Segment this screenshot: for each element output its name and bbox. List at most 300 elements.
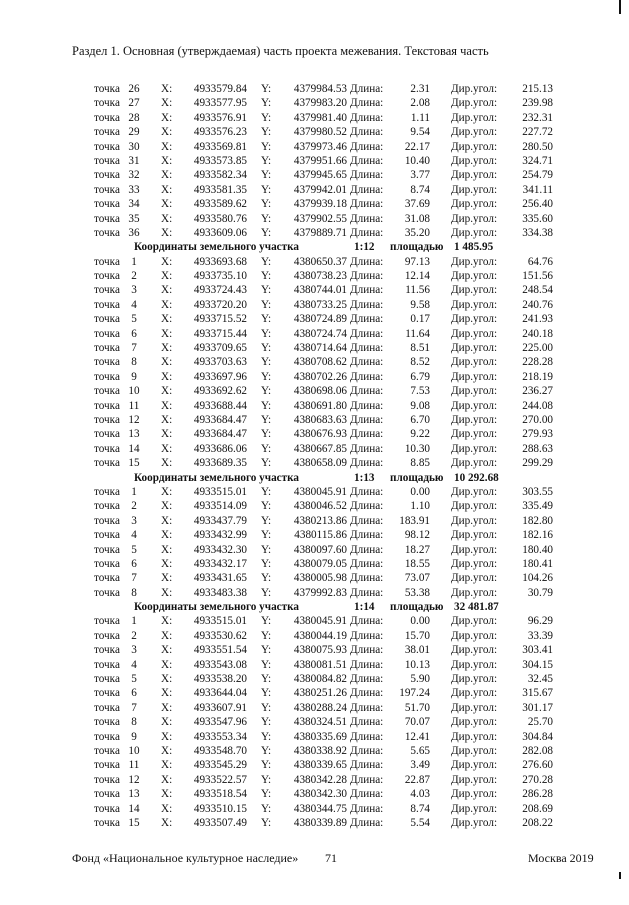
point-number: 6 (131, 687, 137, 700)
table-row (90, 744, 568, 758)
point-label: точка (94, 485, 120, 498)
table-row (90, 701, 568, 715)
angle-label: Дир.угол: (451, 500, 498, 513)
length-value: 70.07 (404, 716, 430, 729)
length-label: Длина: (350, 413, 384, 426)
x-label: X: (161, 327, 173, 340)
angle-value: 241.93 (522, 313, 553, 326)
length-value: 9.22 (410, 428, 430, 441)
table-row (90, 413, 568, 427)
point-label: точка (94, 644, 120, 657)
table-row (90, 499, 568, 513)
x-value: 4933553.34 (193, 730, 247, 743)
coordinates-table (90, 82, 568, 830)
length-value: 6.70 (410, 413, 430, 426)
table-row (90, 283, 568, 297)
angle-label: Дир.угол: (451, 457, 498, 470)
length-value: 8.51 (410, 342, 430, 355)
area-label: площадью (390, 601, 444, 614)
angle-value: 33.39 (527, 629, 553, 642)
length-label: Длина: (350, 773, 384, 786)
point-number: 15 (128, 457, 140, 470)
x-label: X: (161, 701, 173, 714)
length-label: Длина: (350, 270, 384, 283)
length-label: Длина: (350, 198, 384, 211)
angle-value: 334.38 (522, 226, 553, 239)
angle-value: 180.40 (522, 543, 553, 556)
y-label: Y: (261, 802, 272, 815)
x-value: 4933686.06 (193, 442, 247, 455)
length-label: Длина: (350, 255, 384, 268)
point-label: точка (94, 255, 120, 268)
table-row (90, 557, 568, 571)
table-row (90, 614, 568, 628)
x-label: X: (161, 529, 173, 542)
x-label: X: (161, 97, 173, 110)
angle-value: 256.40 (522, 198, 553, 211)
footer-city-year: Москва 2019 (528, 851, 594, 865)
length-label: Длина: (350, 313, 384, 326)
length-label: Длина: (350, 111, 384, 124)
angle-label: Дир.угол: (451, 342, 498, 355)
length-label: Длина: (350, 744, 384, 757)
section-title: Координаты земельного участка (134, 471, 299, 484)
table-row (90, 571, 568, 585)
angle-label: Дир.угол: (451, 615, 498, 628)
angle-value: 248.54 (522, 284, 553, 297)
length-label: Длина: (350, 356, 384, 369)
length-value: 98.12 (404, 529, 430, 542)
x-value: 4933545.29 (193, 759, 247, 772)
point-label: точка (94, 543, 120, 556)
x-value: 4933515.01 (193, 485, 247, 498)
angle-label: Дир.угол: (451, 399, 498, 412)
length-value: 15.70 (404, 629, 430, 642)
point-number: 2 (131, 500, 137, 513)
point-number: 5 (131, 543, 137, 556)
point-number: 9 (131, 370, 137, 383)
x-value: 4933507.49 (193, 816, 247, 829)
x-label: X: (161, 788, 173, 801)
table-row (90, 154, 568, 168)
length-value: 73.07 (404, 572, 430, 585)
length-value: 22.87 (404, 773, 430, 786)
x-value: 4933543.08 (193, 658, 247, 671)
angle-value: 236.27 (522, 385, 553, 398)
x-value: 4933515.01 (193, 615, 247, 628)
x-label: X: (161, 212, 173, 225)
point-number: 13 (128, 788, 140, 801)
table-row (90, 96, 568, 110)
length-label: Длина: (350, 716, 384, 729)
length-label: Длина: (350, 586, 384, 599)
x-label: X: (161, 342, 173, 355)
table-row (90, 787, 568, 801)
x-label: X: (161, 716, 173, 729)
table-row (90, 384, 568, 398)
angle-label: Дир.угол: (451, 629, 498, 642)
length-label: Длина: (350, 673, 384, 686)
x-label: X: (161, 773, 173, 786)
y-value: 4380115.86 (294, 529, 347, 542)
point-label: точка (94, 615, 120, 628)
point-number: 33 (128, 183, 140, 196)
x-value: 4933724.43 (193, 284, 247, 297)
footer-organization: Фонд «Национальное культурное наследие» (72, 851, 299, 865)
point-number: 6 (131, 327, 137, 340)
y-label: Y: (261, 356, 272, 369)
point-label: точка (94, 97, 120, 110)
angle-label: Дир.угол: (451, 183, 498, 196)
length-label: Длина: (350, 572, 384, 585)
table-row (90, 586, 568, 600)
x-label: X: (161, 111, 173, 124)
point-number: 4 (131, 529, 137, 542)
y-value: 4380339.89 (293, 816, 347, 829)
y-label: Y: (261, 500, 272, 513)
point-number: 12 (128, 773, 140, 786)
point-label: точка (94, 673, 120, 686)
angle-value: 232.31 (522, 111, 553, 124)
y-value: 4380667.85 (293, 442, 347, 455)
section-title: Координаты земельного участка (134, 601, 299, 614)
x-value: 4933432.99 (193, 529, 247, 542)
length-value: 12.41 (404, 730, 430, 743)
length-label: Длина: (350, 183, 384, 196)
angle-value: 315.67 (522, 687, 553, 700)
length-value: 8.74 (410, 802, 430, 815)
x-value: 4933576.23 (193, 126, 247, 139)
y-value: 4380342.28 (293, 773, 347, 786)
x-label: X: (161, 169, 173, 182)
length-label: Длина: (350, 629, 384, 642)
angle-value: 270.00 (522, 413, 553, 426)
y-label: Y: (261, 701, 272, 714)
length-value: 53.38 (404, 586, 430, 599)
point-number: 26 (128, 83, 140, 95)
y-value: 4380324.51 (293, 716, 347, 729)
angle-label: Дир.угол: (451, 327, 498, 340)
table-row (90, 298, 568, 312)
angle-label: Дир.угол: (451, 759, 498, 772)
area-value: 1 485.95 (454, 241, 494, 254)
point-number: 29 (128, 126, 140, 139)
point-number: 1 (131, 615, 137, 628)
point-number: 8 (131, 586, 137, 599)
x-label: X: (161, 615, 173, 628)
point-label: точка (94, 183, 120, 196)
length-value: 10.40 (404, 154, 430, 167)
x-label: X: (161, 83, 173, 95)
x-label: X: (161, 759, 173, 772)
angle-value: 304.15 (522, 658, 553, 671)
angle-value: 180.41 (522, 557, 553, 570)
angle-label: Дир.угол: (451, 356, 498, 369)
y-value: 4380045.91 (293, 485, 347, 498)
angle-value: 286.28 (522, 788, 553, 801)
table-row (90, 197, 568, 211)
point-number: 14 (128, 802, 140, 815)
point-label: точка (94, 370, 120, 383)
length-value: 4.03 (410, 788, 430, 801)
angle-label: Дир.угол: (451, 370, 498, 383)
table-row (90, 327, 568, 341)
point-label: точка (94, 716, 120, 729)
angle-value: 341.11 (522, 183, 553, 196)
point-number: 7 (131, 342, 137, 355)
y-label: Y: (261, 255, 272, 268)
x-value: 4933547.96 (193, 716, 247, 729)
length-label: Длина: (350, 298, 384, 311)
length-value: 197.24 (399, 687, 430, 700)
angle-label: Дир.угол: (451, 701, 498, 714)
y-label: Y: (261, 687, 272, 700)
y-value: 4380733.25 (293, 298, 347, 311)
angle-value: 25.70 (527, 716, 553, 729)
point-label: точка (94, 701, 120, 714)
y-label: Y: (261, 730, 272, 743)
point-number: 13 (128, 428, 140, 441)
section-heading (90, 471, 568, 485)
angle-label: Дир.угол: (451, 514, 498, 527)
x-label: X: (161, 802, 173, 815)
x-label: X: (161, 126, 173, 139)
length-value: 1.10 (410, 500, 430, 513)
table-row (90, 528, 568, 542)
table-row (90, 485, 568, 499)
angle-label: Дир.угол: (451, 313, 498, 326)
y-label: Y: (261, 557, 272, 570)
angle-label: Дир.угол: (451, 485, 498, 498)
x-value: 4933693.68 (193, 255, 247, 268)
y-label: Y: (261, 183, 272, 196)
length-value: 2.31 (410, 83, 430, 95)
angle-value: 227.72 (522, 126, 553, 139)
x-value: 4933576.91 (193, 111, 247, 124)
y-value: 4379902.55 (293, 212, 347, 225)
angle-value: 32.45 (527, 673, 553, 686)
angle-label: Дир.угол: (451, 788, 498, 801)
angle-label: Дир.угол: (451, 255, 498, 268)
angle-value: 282.08 (522, 744, 553, 757)
area-label: площадью (390, 471, 444, 484)
point-number: 1 (131, 485, 137, 498)
angle-label: Дир.угол: (451, 111, 498, 124)
table-row (90, 456, 568, 470)
y-label: Y: (261, 313, 272, 326)
y-label: Y: (261, 615, 272, 628)
section-heading (90, 240, 568, 254)
x-label: X: (161, 255, 173, 268)
y-label: Y: (261, 457, 272, 470)
point-label: точка (94, 687, 120, 700)
point-number: 1 (131, 255, 137, 268)
parcel-number: 1:13 (354, 471, 375, 484)
y-value: 4380342.30 (293, 788, 347, 801)
point-label: точка (94, 744, 120, 757)
y-value: 4380691.80 (293, 399, 347, 412)
y-value: 4380213.86 (293, 514, 347, 527)
angle-label: Дир.угол: (451, 169, 498, 182)
point-number: 32 (128, 169, 140, 182)
y-value: 4380676.93 (293, 428, 347, 441)
x-label: X: (161, 298, 173, 311)
angle-label: Дир.угол: (451, 644, 498, 657)
length-label: Длина: (350, 457, 384, 470)
point-label: точка (94, 514, 120, 527)
angle-label: Дир.угол: (451, 773, 498, 786)
angle-label: Дир.угол: (451, 83, 498, 95)
point-number: 11 (128, 759, 140, 772)
angle-value: 240.76 (522, 298, 553, 311)
scan-edge-mark (619, 0, 621, 14)
x-value: 4933581.35 (193, 183, 247, 196)
y-value: 4380251.26 (293, 687, 347, 700)
y-label: Y: (261, 428, 272, 441)
y-value: 4380738.23 (293, 270, 347, 283)
length-value: 38.01 (404, 644, 430, 657)
table-row (90, 658, 568, 672)
y-label: Y: (261, 399, 272, 412)
angle-label: Дир.угол: (451, 586, 498, 599)
table-row (90, 399, 568, 413)
point-number: 8 (131, 356, 137, 369)
length-value: 10.13 (404, 658, 430, 671)
x-value: 4933510.15 (193, 802, 247, 815)
y-value: 4380335.69 (293, 730, 347, 743)
point-label: точка (94, 586, 120, 599)
x-value: 4933703.63 (193, 356, 247, 369)
angle-value: 254.79 (522, 169, 553, 182)
angle-label: Дир.угол: (451, 730, 498, 743)
point-number: 4 (131, 658, 137, 671)
y-value: 4380698.06 (293, 385, 347, 398)
angle-value: 301.17 (522, 701, 553, 714)
x-value: 4933432.17 (193, 557, 247, 570)
x-value: 4933582.34 (193, 169, 247, 182)
length-label: Длина: (350, 658, 384, 671)
table-row (90, 442, 568, 456)
length-label: Длина: (350, 802, 384, 815)
x-value: 4933548.70 (193, 744, 247, 757)
y-label: Y: (261, 485, 272, 498)
length-value: 18.55 (404, 557, 430, 570)
point-label: точка (94, 313, 120, 326)
length-value: 5.65 (410, 744, 430, 757)
angle-value: 276.60 (522, 759, 553, 772)
length-value: 9.58 (410, 298, 430, 311)
x-label: X: (161, 730, 173, 743)
parcel-number: 1:14 (354, 601, 375, 614)
angle-value: 208.22 (522, 816, 553, 829)
x-value: 4933437.79 (193, 514, 247, 527)
y-label: Y: (261, 198, 272, 211)
length-label: Длина: (350, 442, 384, 455)
y-value: 4380081.51 (293, 658, 347, 671)
table-row (90, 312, 568, 326)
y-label: Y: (261, 284, 272, 297)
point-number: 5 (131, 673, 137, 686)
length-value: 35.20 (404, 226, 430, 239)
point-number: 12 (128, 413, 140, 426)
length-label: Длина: (350, 500, 384, 513)
angle-label: Дир.угол: (451, 298, 498, 311)
section-heading (90, 600, 568, 614)
y-value: 4380005.98 (293, 572, 347, 585)
y-label: Y: (261, 169, 272, 182)
length-label: Длина: (350, 97, 384, 110)
length-value: 10.30 (404, 442, 430, 455)
point-number: 15 (128, 816, 140, 829)
x-label: X: (161, 226, 173, 239)
length-label: Длина: (350, 126, 384, 139)
y-label: Y: (261, 83, 272, 95)
x-value: 4933518.54 (193, 788, 247, 801)
y-label: Y: (261, 673, 272, 686)
point-label: точка (94, 385, 120, 398)
x-label: X: (161, 629, 173, 642)
angle-value: 304.84 (522, 730, 553, 743)
point-number: 9 (131, 730, 137, 743)
length-value: 3.49 (410, 759, 430, 772)
table-row (90, 269, 568, 283)
table-row (90, 715, 568, 729)
y-label: Y: (261, 385, 272, 398)
point-label: точка (94, 356, 120, 369)
y-value: 4380044.19 (293, 629, 347, 642)
point-number: 31 (128, 154, 140, 167)
point-label: точка (94, 270, 120, 283)
x-value: 4933538.20 (193, 673, 247, 686)
x-value: 4933569.81 (193, 140, 247, 153)
length-value: 0.17 (410, 313, 430, 326)
point-label: точка (94, 442, 120, 455)
length-label: Длина: (350, 226, 384, 239)
table-row (90, 111, 568, 125)
point-number: 11 (128, 399, 140, 412)
y-label: Y: (261, 97, 272, 110)
point-number: 8 (131, 716, 137, 729)
length-value: 9.08 (410, 399, 430, 412)
angle-label: Дир.угол: (451, 198, 498, 211)
y-value: 4379939.18 (293, 198, 347, 211)
point-label: точка (94, 730, 120, 743)
y-value: 4379992.83 (293, 586, 347, 599)
point-label: точка (94, 572, 120, 585)
point-label: точка (94, 413, 120, 426)
x-label: X: (161, 442, 173, 455)
x-value: 4933684.47 (193, 428, 247, 441)
x-value: 4933609.06 (193, 226, 247, 239)
y-value: 4380079.05 (293, 557, 347, 570)
length-value: 8.85 (410, 457, 430, 470)
angle-label: Дир.угол: (451, 687, 498, 700)
x-label: X: (161, 744, 173, 757)
y-value: 4379951.66 (293, 154, 347, 167)
angle-value: 239.98 (522, 97, 553, 110)
length-value: 183.91 (399, 514, 430, 527)
x-label: X: (161, 313, 173, 326)
angle-value: 303.41 (522, 644, 553, 657)
length-value: 31.08 (404, 212, 430, 225)
y-label: Y: (261, 514, 272, 527)
point-number: 3 (131, 284, 137, 297)
table-row (90, 140, 568, 154)
y-value: 4380744.01 (293, 284, 347, 297)
length-label: Длина: (350, 644, 384, 657)
table-row (90, 255, 568, 269)
angle-label: Дир.угол: (451, 126, 498, 139)
